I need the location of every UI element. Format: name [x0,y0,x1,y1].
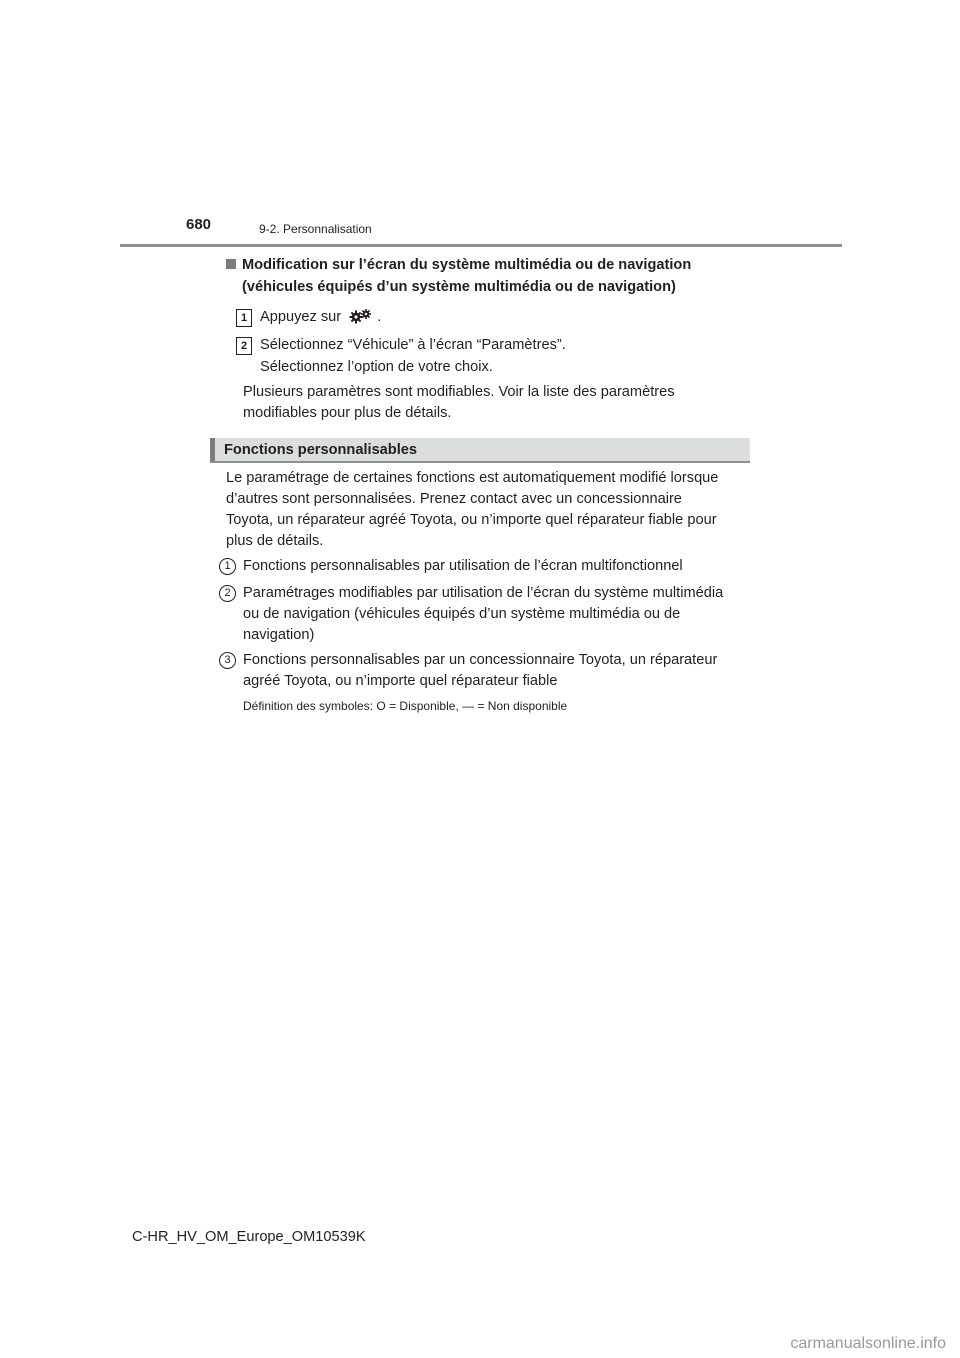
table-header-accent [210,438,215,461]
step-1-label: Appuyez sur [260,309,342,325]
intro-line-4: plus de détails. [226,533,324,549]
step-2-line-2: Sélectionnez l’option de votre choix. [260,359,493,375]
square-bullet-icon [226,259,236,269]
step-1-text [260,307,381,331]
note-line-2: modifiables pour plus de détails. [243,405,452,421]
legend-2-line-1: Paramétrages modifiables par utilisation de l’écran du système multimédia [243,585,724,601]
legend-2-line-2: ou de navigation (véhicules équipés d’un système multimédia ou de [243,606,681,622]
watermark: carmanualsonline.info [790,1335,946,1352]
page-number: 680 [186,216,212,233]
step-1-suffix: . [377,309,382,325]
gear-icon [349,308,373,331]
table-title: Fonctions personnalisables [224,442,418,458]
section-title: 9-2. Personnalisation [259,222,372,236]
heading-line-2: (véhicules équipés d’un système multimédia ou de navigation) [242,279,676,295]
legend-1-text: Fonctions personnalisables par utilisation de l’écran multifonctionnel [243,558,683,574]
note-line-1: Plusieurs paramètres sont modifiables. Voir la liste des paramètres [243,384,675,400]
intro-line-3: Toyota, un réparateur agréé Toyota, ou n’importe quel réparateur fiable pour [226,512,717,528]
legend-2-line-3: navigation) [243,627,315,643]
symbols-definition: Définition des symboles: O = Disponible, — = Non disponible [243,699,568,713]
header-divider [120,244,842,247]
intro-line-2: d’autres sont personnalisées. Prenez contact avec un concessionnaire [226,491,682,507]
legend-number-2: 2 [219,585,236,602]
section-heading [226,254,745,298]
intro-line-1: Le paramétrage de certaines fonctions est automatiquement modifié lorsque [226,470,719,486]
legend-3-line-2: agréé Toyota, ou n’importe quel réparateur fiable [243,673,558,689]
document-code: C-HR_HV_OM_Europe_OM10539K [132,1229,366,1245]
heading-line-1: Modification sur l’écran du système multimédia ou de navigation [242,257,692,273]
step-number-2: 2 [236,337,252,355]
legend-number-3: 3 [219,652,236,669]
table-header [210,438,750,463]
legend-3-line-1: Fonctions personnalisables par un concessionnaire Toyota, un réparateur [243,652,718,668]
legend-number-1: 1 [219,558,236,575]
step-2-line-1: Sélectionnez “Véhicule” à l’écran “Paramètres”. [260,337,566,353]
step-number-1: 1 [236,309,252,327]
